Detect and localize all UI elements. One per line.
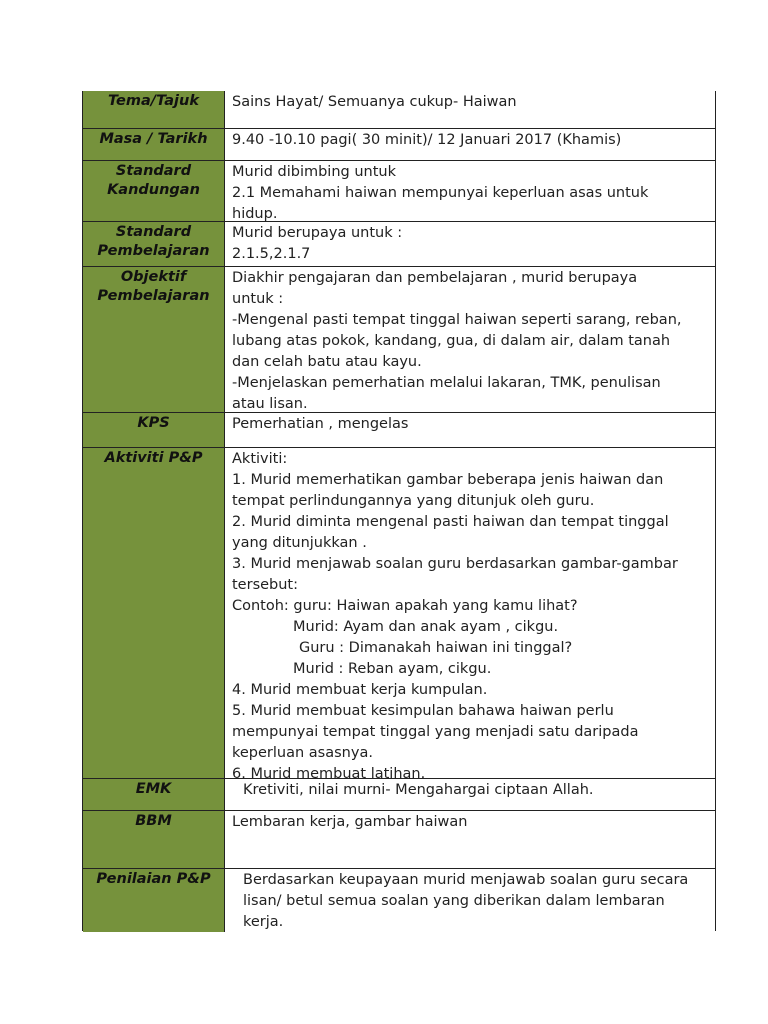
- row-content: Berdasarkan keupayaan murid menjawab soalan guru secara lisan/ betul semua soalan yang diberikan dalam lembaran kerja.: [243, 872, 689, 930]
- row-label: BBM: [83, 811, 225, 869]
- row-content: Murid berupaya untuk : 2.1.5,2.1.7: [232, 225, 403, 262]
- row-standard-pembelajaran: [83, 221, 715, 267]
- row-kps: [83, 412, 715, 448]
- row-content: Kretiviti, nilai murni- Mengahargai ciptaan Allah.: [243, 782, 594, 798]
- row-label: Tema/Tajuk: [83, 91, 225, 128]
- row-label: Standard Pembelajaran: [83, 222, 225, 267]
- row-label: KPS: [83, 413, 225, 448]
- row-content: Murid dibimbing untuk 2.1 Memahami haiwan mempunyai keperluan asas untuk hidup.: [232, 164, 649, 222]
- row-standard-kandungan: [83, 160, 715, 222]
- row-label: Aktiviti P&P: [83, 448, 225, 779]
- row-content: Aktiviti: 1. Murid memerhatikan gambar beberapa jenis haiwan dan tempat perlindungannya yang ditunjuk oleh guru. 2. Murid diminta mengenal pasti haiwan dan tempat tinggal yang ditunjukkan . 3. Murid menjawab soalan guru berdasarkan gambar-gambar tersebut: Contoh: guru: Haiwan apakah yang kamu lihat? Murid: Ayam dan anak ayam , cikgu. Guru : Dimanakah haiwan ini tinggal? Murid : Reban ayam, cikgu. 4. Murid membuat kerja kumpulan. 5. Murid membuat kesimpulan bahawa haiwan perlu mempunyai tempat tinggal yang menjadi satu daripada keperluan asasnya. 6. Murid membuat latihan.: [232, 451, 678, 782]
- row-content: Lembaran kerja, gambar haiwan: [232, 814, 468, 830]
- row-content: 9.40 -10.10 pagi( 30 minit)/ 12 Januari 2017 (Khamis): [232, 132, 622, 148]
- row-content: Pemerhatian , mengelas: [232, 416, 409, 432]
- row-content: Sains Hayat/ Semuanya cukup- Haiwan: [232, 94, 517, 110]
- row-label: Standard Kandungan: [83, 161, 225, 222]
- row-bbm: [83, 810, 715, 869]
- row-label: Objektif Pembelajaran: [83, 267, 225, 413]
- row-tema-tajuk: [83, 91, 715, 128]
- row-penilaian-pp: [83, 868, 715, 932]
- row-label: EMK: [83, 779, 225, 811]
- lesson-plan-table: [82, 91, 716, 931]
- row-emk: [83, 778, 715, 811]
- row-objektif-pembelajaran: [83, 266, 715, 413]
- row-label: Masa / Tarikh: [83, 129, 225, 161]
- row-label: Penilaian P&P: [83, 869, 225, 932]
- row-aktiviti-pp: [83, 447, 715, 782]
- row-masa-tarikh: [83, 128, 715, 161]
- row-content: Diakhir pengajaran dan pembelajaran , murid berupaya untuk : -Mengenal pasti tempat tinggal haiwan seperti sarang, reban, lubang atas pokok, kandang, gua, di dalam air, dalam tanah dan celah batu atau kayu. -Menjelaskan pemerhatian melalui lakaran, TMK, penulisan atau lisan.: [232, 270, 682, 412]
